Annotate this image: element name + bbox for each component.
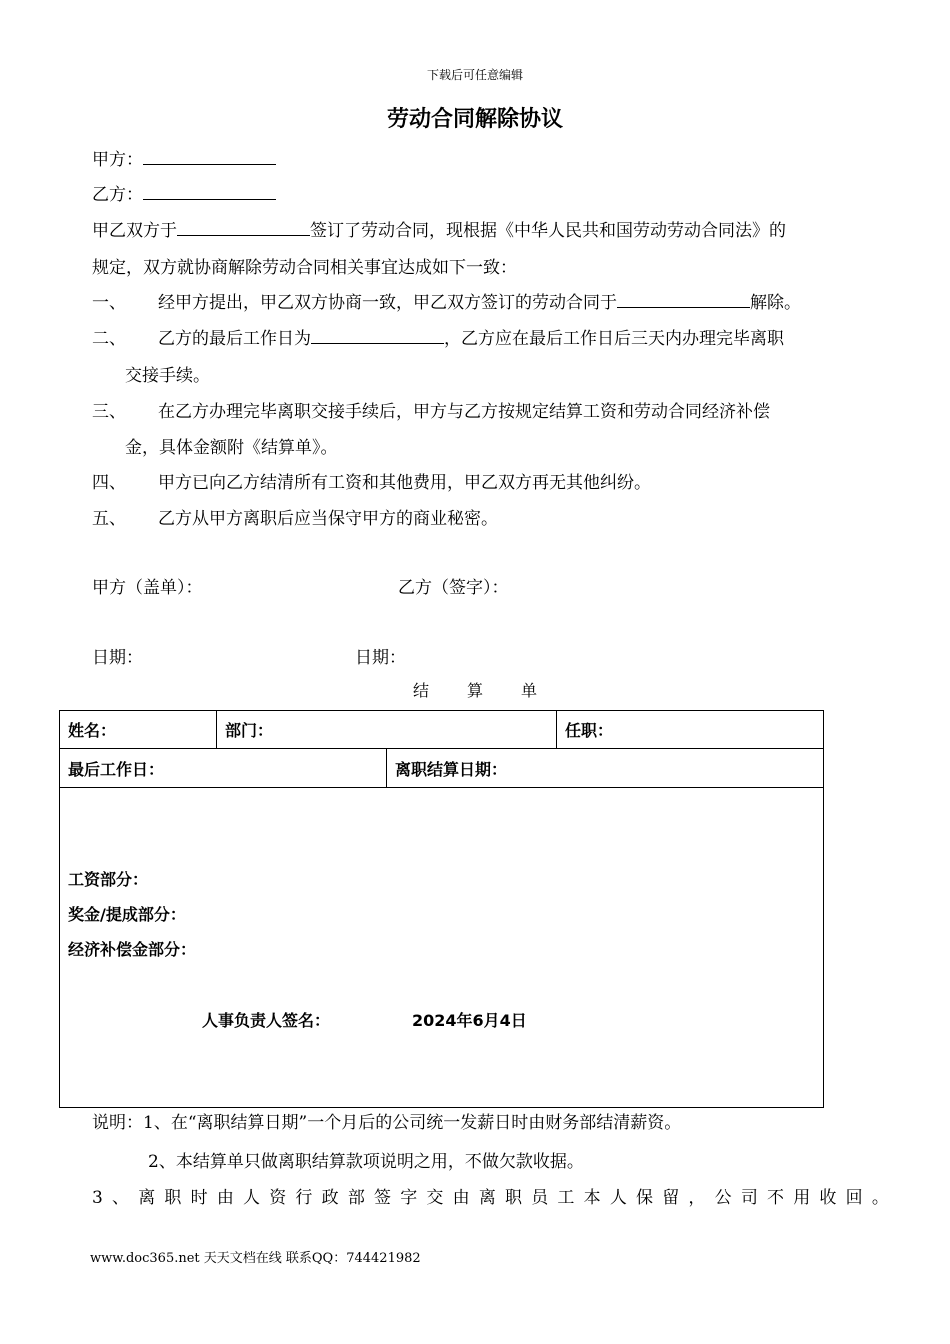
sign-date: 2024年6月4日 — [412, 1011, 527, 1030]
clause-text: 乙方从甲方离职后应当保守甲方的商业秘密。 — [158, 509, 498, 529]
clause-4 — [92, 468, 651, 493]
terminate-date-blank — [617, 293, 750, 308]
position-cell: 任职： — [557, 711, 824, 749]
clause-text: 经甲方提出，甲乙双方协商一致，甲乙双方签订的劳动合同于 — [158, 293, 617, 313]
clause-text: 乙方的最后工作日为 — [158, 329, 311, 349]
intro-text-2: 签订了劳动合同，现根据《中华人民共和国劳动劳动合同法》的 — [310, 221, 786, 241]
settlement-table — [59, 710, 824, 1108]
clause-number: 三、 — [92, 402, 126, 422]
note-1: 说明：1、在“离职结算日期”一个月后的公司统一发薪日时由财务部结清薪资。 — [92, 1113, 682, 1133]
wage-label: 工资部分： — [68, 870, 149, 889]
party-b-date-label: 日期： — [355, 648, 406, 668]
party-a-line — [92, 145, 276, 170]
settle-date-cell: 离职结算日期： — [387, 749, 824, 788]
party-b-blank — [143, 185, 276, 200]
clause-text-end: 解除。 — [750, 293, 801, 313]
intro-line-2: 规定，双方就协商解除劳动合同相关事宜达成如下一致： — [92, 258, 517, 278]
clause-5 — [92, 504, 498, 529]
page-title: 劳动合同解除协议 — [386, 107, 563, 132]
clause-text-end: ，乙方应在最后工作日后三天内办理完毕离职 — [444, 329, 784, 349]
party-b-line — [92, 180, 276, 205]
name-cell: 姓名： — [60, 711, 217, 749]
clause-3 — [92, 397, 770, 422]
settlement-body-cell — [60, 788, 824, 1108]
last-day-blank — [311, 329, 444, 344]
party-a-date-label: 日期： — [92, 648, 143, 668]
clause-2 — [92, 324, 784, 349]
clause-2-cont: 交接手续。 — [125, 366, 210, 386]
last-day-cell: 最后工作日： — [60, 749, 387, 788]
bonus-label: 奖金/提成部分： — [68, 905, 186, 924]
dept-cell: 部门： — [217, 711, 557, 749]
note-2: 2、本结算单只做离职结算款项说明之用，不做欠款收据。 — [148, 1152, 584, 1172]
party-b-sign-label: 乙方（签字）： — [398, 578, 509, 598]
settlement-title: 结算单 — [412, 681, 575, 700]
clause-1 — [92, 288, 801, 313]
party-a-blank — [143, 150, 276, 165]
intro-line-1 — [92, 216, 786, 241]
hr-sign-label: 人事负责人签名： — [202, 1011, 331, 1030]
clause-number: 一、 — [92, 293, 126, 313]
clause-number: 二、 — [92, 329, 126, 349]
intro-text: 甲乙双方于 — [92, 221, 177, 241]
clause-text: 在乙方办理完毕离职交接手续后，甲方与乙方按规定结算工资和劳动合同经济补偿 — [158, 402, 770, 422]
compensation-label: 经济补偿金部分： — [68, 940, 197, 959]
party-a-seal-label: 甲方（盖单）： — [92, 578, 203, 598]
footer-text: www.doc365.net 天天文档在线 联系QQ：744421982 — [90, 1251, 421, 1266]
clause-number: 四、 — [92, 473, 126, 493]
header-note: 下载后可任意编辑 — [426, 68, 523, 82]
party-a-label: 甲方： — [92, 150, 143, 170]
clause-text: 甲方已向乙方结清所有工资和其他费用，甲乙双方再无其他纠纷。 — [158, 473, 651, 493]
note-3: 3、离职时由人资行政部签字交由离职员工本人保留，公司不用收回。 — [92, 1188, 899, 1208]
contract-date-blank — [177, 221, 310, 236]
clause-number: 五、 — [92, 509, 126, 529]
party-b-label: 乙方： — [92, 185, 143, 205]
clause-3-cont: 金，具体金额附《结算单》。 — [125, 438, 338, 458]
